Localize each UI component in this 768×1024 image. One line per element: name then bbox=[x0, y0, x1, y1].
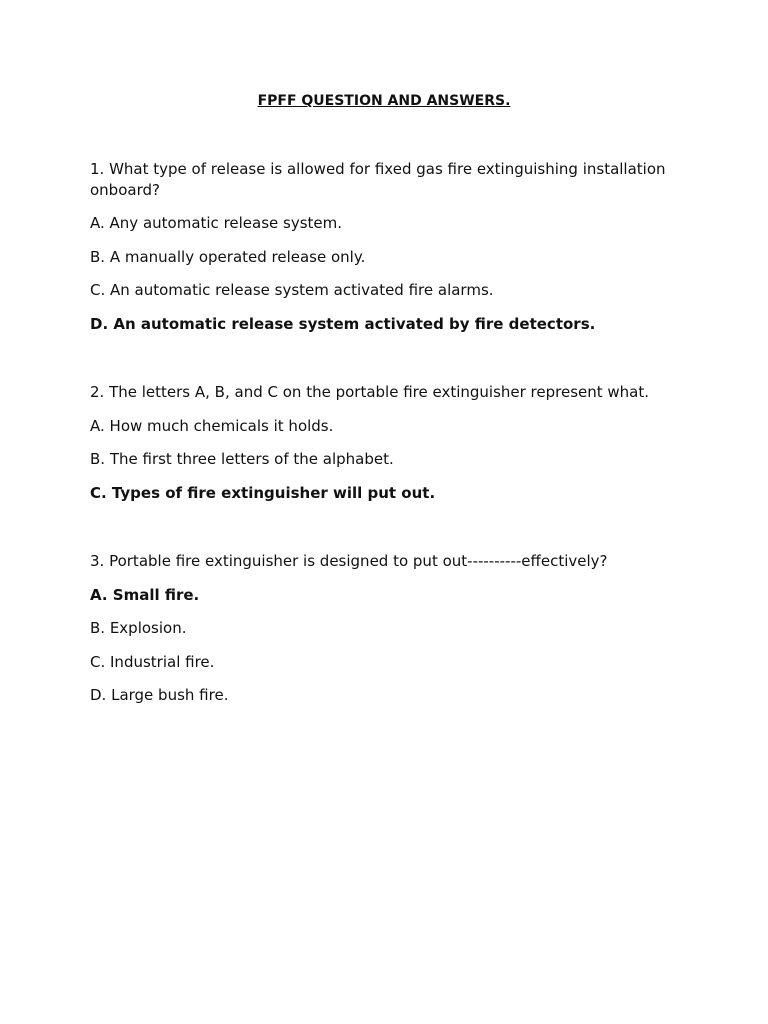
answer-option-b: B. Explosion. bbox=[90, 619, 187, 637]
answer-option-a: A. Any automatic release system. bbox=[90, 214, 343, 232]
question-text: 2. The letters A, B, and C on the portable fire extinguisher represent what. bbox=[90, 383, 650, 401]
correct-answer-option-d: D. An automatic release system activated by fire detectors. bbox=[90, 314, 596, 333]
question-1 bbox=[90, 159, 690, 334]
question-3 bbox=[90, 551, 690, 706]
document-title: FPFF QUESTION AND ANSWERS. bbox=[257, 93, 511, 109]
correct-answer-option-c: C. Types of fire extinguisher will put out. bbox=[90, 483, 436, 502]
answer-option-c: C. An automatic release system activated fire alarms. bbox=[90, 281, 494, 299]
answer-option-d: D. Large bush fire. bbox=[90, 686, 229, 704]
question-2 bbox=[90, 382, 690, 503]
question-text: 3. Portable fire extinguisher is designed to put out----------effectively? bbox=[90, 552, 608, 570]
question-text: 1. What type of release is allowed for fixed gas fire extinguishing installation onboard? bbox=[90, 160, 666, 199]
answer-option-b: B. A manually operated release only. bbox=[90, 247, 366, 266]
answer-option-c: C. Industrial fire. bbox=[90, 652, 215, 671]
answer-option-a: A. How much chemicals it holds. bbox=[90, 416, 334, 435]
answer-option-b: B. The first three letters of the alphabet. bbox=[90, 450, 394, 468]
correct-answer-option-a: A. Small fire. bbox=[90, 585, 200, 604]
